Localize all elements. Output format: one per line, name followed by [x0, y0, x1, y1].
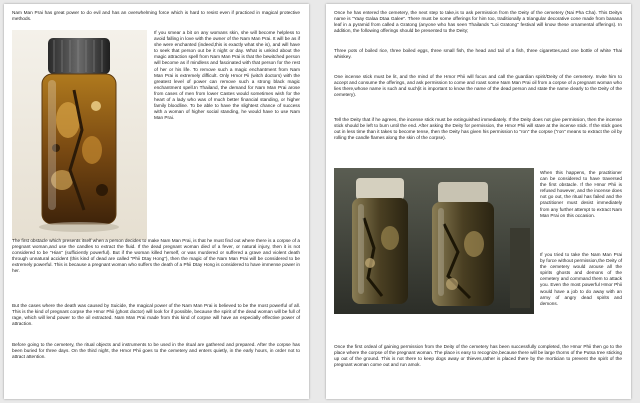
- paragraph-practitioner: When this happens, the practitioner can be considered to have traversed the first obstacle. If the Hmor Phii is refused however, and the incense does not go out, the ritual has failed and the practitioner must desist immediately from any further attempt to extract Nam Man Prai on this occasion.: [540, 170, 622, 218]
- paragraph-permission: Once he has entered the cemetery, the next step to take,is to ask permission from the Deity of the cemetery (Nai Pha Cha). This Deitys name is "Yaay Galaa Dtaa Galee". There must be some offerings for him too, traditionally a triangular decorative cone made from banana leaf in a pyramid from called a Gratong (anyone who has seen Thailands "Loi Gratong" festival will know these ornamental offerings). In addition, the following offerings should be presented to the Deity;: [334, 10, 622, 34]
- paragraph-suicide: But the cases where the death was caused by Suicide, the magical power of the Nam Man Prai is believed to be the most powerful of all. This is the kind of pregnant corpse the Hmor Phii (ghost doctor) will look for if possible, because the spirit of the dead woman will be full of rage, which will lend power to the oil extracted. Nam Man Prai made from this kind of corpse will have an especially effective power of attraction.: [12, 303, 300, 327]
- paragraph-angry-spirits: If you tried to take the Nam Man Prai by force without permission,the Deity of the cemetery would arouse all the spirits ghosts and demons of the cemetery and command them to attack you. Even the most powerful Hmor Phii would have a job to do away with an army of angry dead spirits and demons.: [540, 252, 622, 306]
- paragraph-incense: One incense stick must be lit, and the mind of the Hmor Phii will focus and call the guardian spirit/Deity of the cemetery. Invite him to accept and consume the offerings, and ask permission to come and roast some Nam Man Prai oil from a corpse of a pregnant woman who lies there,whose name is such and such(it is important to know the name of the dead person and state the name clearly to the Deity of the cemetery).: [334, 74, 622, 98]
- ritual-bottles-photo: [334, 168, 534, 314]
- paragraph-offerings: Three pots of boiled rice, three boiled eggs, three small fish, the head and tail of a fish, three cigarettes,and one bottle of white Thai whiskey.: [334, 48, 622, 60]
- oil-bottle-photo: [12, 30, 147, 240]
- right-page: [326, 4, 631, 399]
- paragraph-intro: Nam Man Prai has great power to do evil and has an overwhelming force which is hard to resist even if practiced in magical protective methods.: [12, 10, 300, 22]
- paragraph-first-obstacle: The first obstacle which presents itself when a person decides to make Nam Man Prai, is that he must find out where there is a corpse of a pregnant woman,and use the candles to extract the fluid. If the dead pregnant woman died of a fever, or natural injury, then it is not considered to be "Hian" (sufficiently powerful). But if the woman killed herself, or was murdered or suffered a grave and violent death through unnatural accident (this kind of dead are called "Phii Dtay Hong"), then the magic of the Nam Man Prai will be considered to be extremely powerful. This is because a pregnant woman who suffers the death of a Phii Dtay Hong is considered to have immense power in her.: [12, 238, 300, 274]
- paragraph-cemetery: Before going to the cemetery, the ritual objects and instruments to be used in the ritual are gathered and prepared. After the corpse has been buried for three days. On the third night, the Hmor Phii goes to the cemetery and enters quietly, in the early hours, in order not to attract attention.: [12, 342, 300, 360]
- paragraph-deity-agrees: Tell the Deity that if he agrees, the incense stick must be extinguished immediately. If the Deity does not give permission, then the incense stick should be left to burn until the end. After asking the Deity for permission, the Hmor Phii will stare at the incense stick. If the stick goes out in less time than it takes to become tense, then the Deity has given his permission to "ron" the corpse ("ron" means to extract the oil by rolling the candle flames along the skin of the corpse).: [334, 117, 622, 141]
- ritual-bottles-illustration: [334, 168, 534, 314]
- left-page: [4, 4, 309, 399]
- paragraph-first-ordeal: Once the first ordeal of gaining permission from the Deity of the cemetery has been successfully completed, the Hmor Phii then go to the place where the corpse of the pregnant woman. The place is easy to recognize,because there will be large thorns of the Putsa tree sticking up out of the ground. This is not there to keep dogs away or thieves,rather is placed there by the mortician to prevent the spirit of the pregnant woman come out and run amok.: [334, 344, 622, 368]
- oil-bottle-illustration: [12, 30, 147, 240]
- paragraph-attraction: If you smear a bit on any womans skin, she will become helpless to avoid falling in love with the owner of the Nam Man Prai. It will be as if she were enchanted (indeed,this is exactly what she is), and will have to seek that person out be it night or day. What is unkind about the magic attraction spell from Nam Man Prai is that the bewitched person will become as if mindless and fascinated with that person for the rest of her or his life. To remove such a magic enchantment from Nam Man Prai is extremely difficult. Only Hmor Pii (witch doctors) with the greatest level of power can remove such a strong black magic enchantment spell.In Thailand, the demand for Nam Man Prai arose from cases of men from lower Castes would sometimes wish for the heart of a lady who was of much better financial standing, or higher family bloodline. To be able to have the slightest chance of success with a woman of higher social standing, he would have to use Nam Man Prai.: [154, 30, 300, 121]
